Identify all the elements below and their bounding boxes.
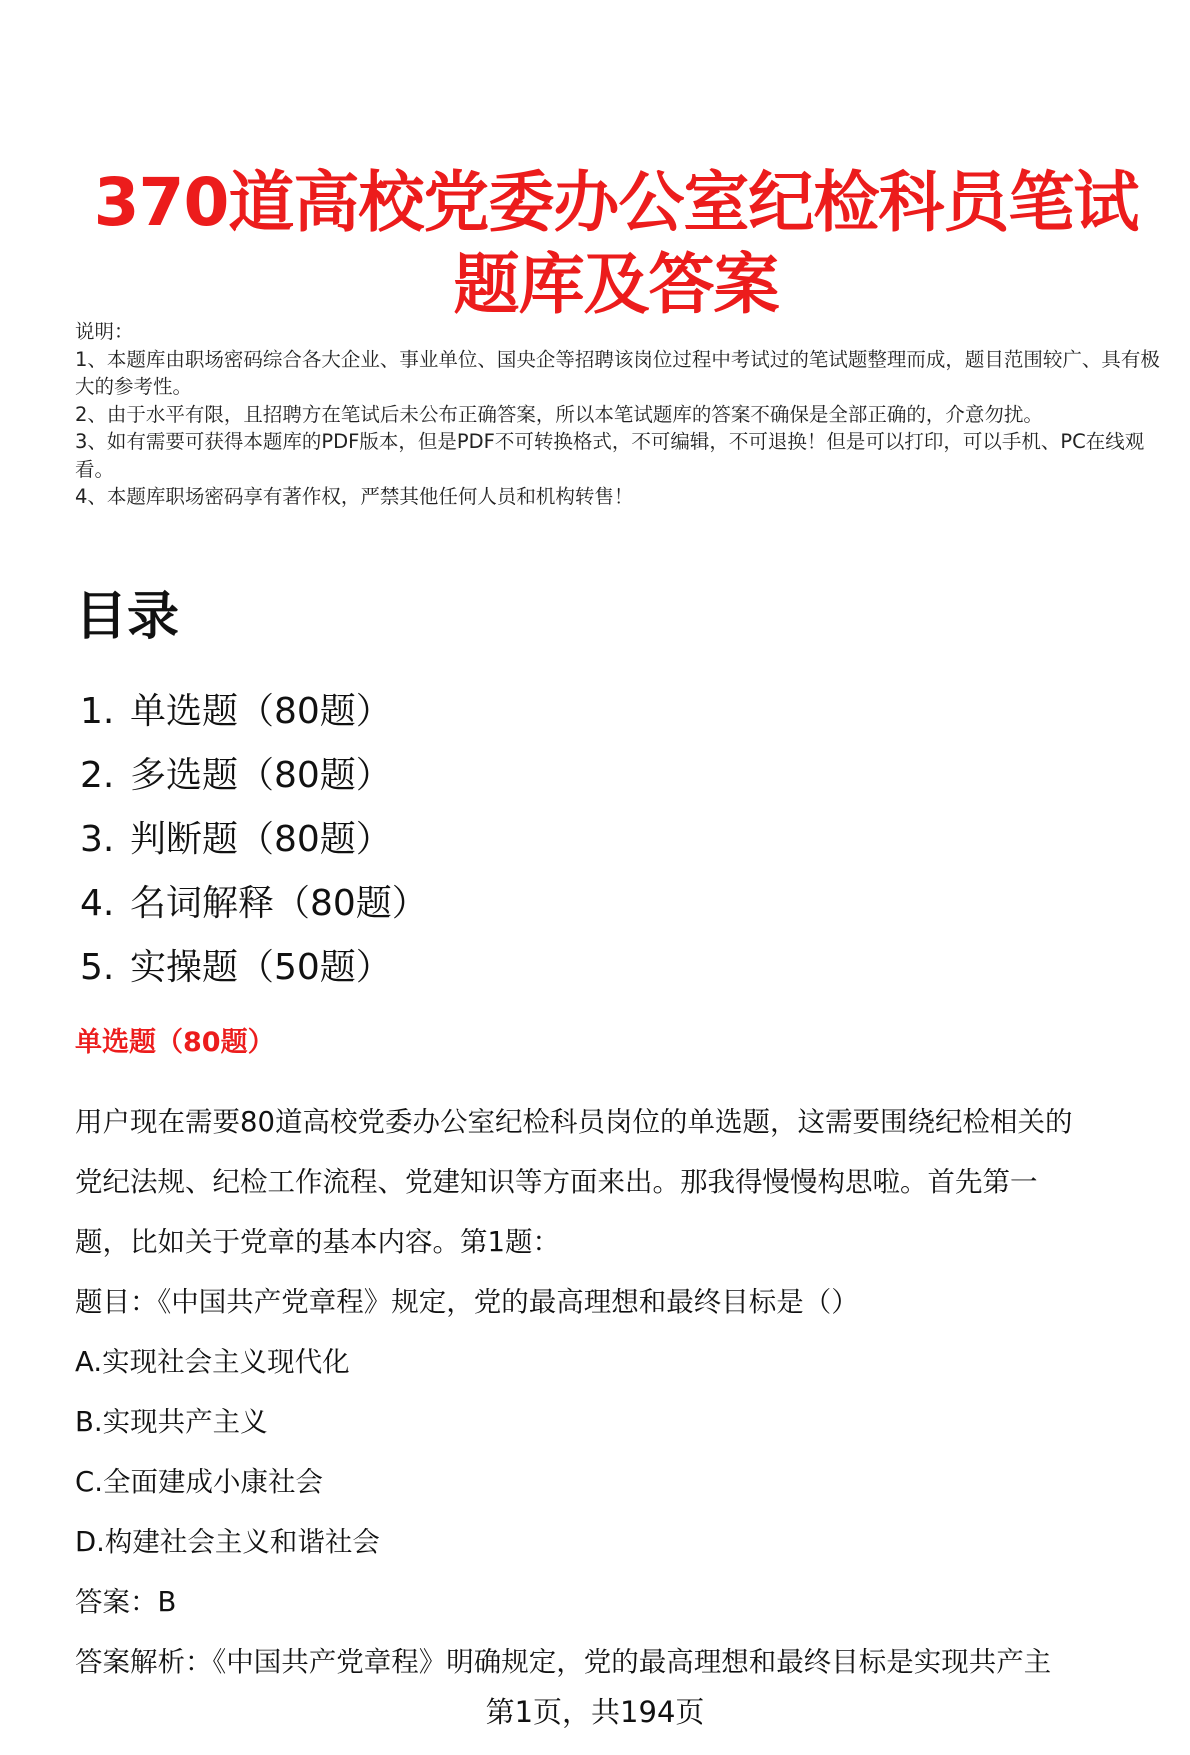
toc-item-number: 2. (80, 755, 115, 796)
toc-item-single-choice[interactable] (80, 680, 428, 744)
toc-item-true-false[interactable] (80, 808, 428, 872)
option-a: A.实现社会主义现代化 (75, 1346, 350, 1378)
body-paragraph-line: 题，比如关于党章的基本内容。第1题： (75, 1226, 560, 1258)
instruction-item-2: 2、由于水平有限，且招聘方在笔试后未公布正确答案，所以本笔试题库的答案不确保是全部正确的，介意勿扰。 (75, 402, 1043, 426)
page-number-footer: 第1页，共194页 (485, 1695, 705, 1729)
instructions-block (75, 318, 1160, 511)
answer-line: 答案：B (75, 1586, 177, 1618)
question-text: 题目：《中国共产党章程》规定，党的最高理想和最终目标是（） (75, 1286, 859, 1318)
table-of-contents (80, 680, 428, 1000)
option-c: C.全面建成小康社会 (75, 1466, 323, 1498)
toc-item-label: 判断题（80题） (130, 819, 392, 860)
toc-item-number: 4. (80, 883, 115, 924)
toc-item-practical[interactable] (80, 936, 428, 1000)
toc-item-label: 名词解释（80题） (130, 883, 428, 924)
toc-item-number: 5. (80, 947, 115, 988)
instruction-item-1: 1、本题库由职场密码综合各大企业、事业单位、国央企等招聘该岗位过程中考试过的笔试题整理而成，题目范围较广、具有极大的参考性。 (75, 347, 1160, 398)
toc-item-multiple-choice[interactable] (80, 744, 428, 808)
toc-item-number: 3. (80, 819, 115, 860)
instruction-item-4: 4、本题库职场密码享有著作权，严禁其他任何人员和机构转售！ (75, 485, 634, 508)
toc-item-label: 单选题（80题） (130, 691, 392, 732)
title-line-2: 题库及答案 (453, 246, 779, 324)
document-title (60, 162, 1172, 326)
toc-item-label: 多选题（80题） (130, 755, 392, 796)
toc-item-number: 1. (80, 691, 115, 732)
section-body (75, 1092, 1165, 1692)
toc-item-term-definitions[interactable] (80, 872, 428, 936)
toc-heading: 目录 (75, 587, 180, 647)
option-d: D.构建社会主义和谐社会 (75, 1526, 380, 1558)
body-paragraph-line: 党纪法规、纪检工作流程、党建知识等方面来出。那我得慢慢构思啦。首先第一 (75, 1166, 1038, 1198)
answer-explanation: 答案解析：《中国共产党章程》明确规定，党的最高理想和最终目标是实现共产主 (75, 1646, 1052, 1678)
title-line-1: 370道高校党委办公室纪检科员笔试 (93, 164, 1139, 242)
section-heading: 单选题（80题） (75, 1027, 275, 1058)
option-b: B.实现共产主义 (75, 1406, 268, 1438)
instruction-item-3: 3、如有需要可获得本题库的PDF版本，但是PDF不可转换格式，不可编辑，不可退换！但是可以打印，可以手机、PC在线观看。 (75, 430, 1145, 481)
body-paragraph-line: 用户现在需要80道高校党委办公室纪检科员岗位的单选题，这需要围绕纪检相关的 (75, 1106, 1073, 1138)
toc-item-label: 实操题（50题） (130, 947, 392, 988)
instructions-heading: 说明： (75, 320, 134, 343)
